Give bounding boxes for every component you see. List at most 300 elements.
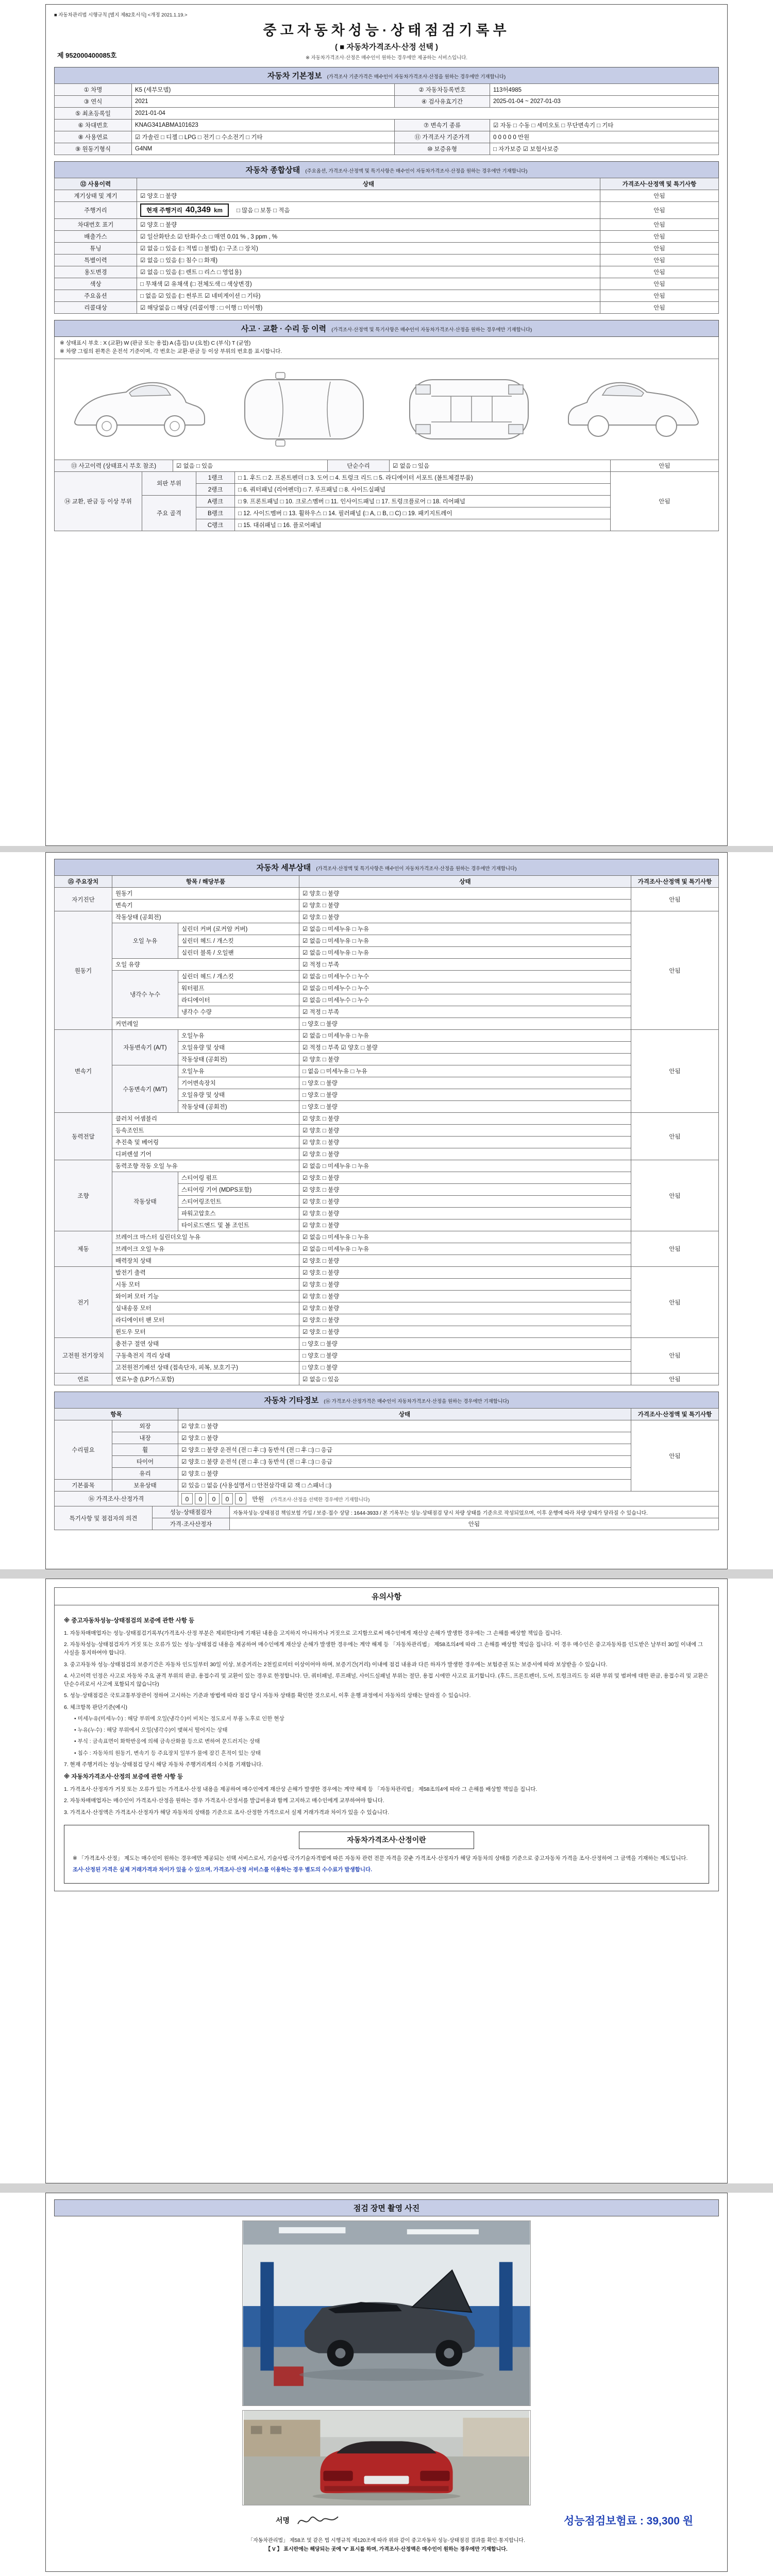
subitem-label: 워터펌프 xyxy=(178,982,299,994)
detail-col-note: 가격조사·산정액 및 특기사항 xyxy=(631,876,719,888)
table-row xyxy=(55,1243,719,1255)
status-value: □ 양호 □ 불량 xyxy=(299,1338,631,1350)
notice-list-1 xyxy=(64,1629,709,1769)
status-value: ☑ 없음 □ 있음 (□ 적법 □ 불법) (□ 구조 □ 장치) xyxy=(137,243,600,255)
status-value: ☑ 양호 □ 불량 xyxy=(299,1279,631,1291)
table-row xyxy=(55,1420,719,1432)
item-label: 타이어 xyxy=(112,1456,178,1468)
field-value: 0 0 0 0 0 만원 xyxy=(490,131,719,143)
other-col-item: 항목 xyxy=(55,1409,178,1420)
accident-history-table xyxy=(54,460,719,472)
item-label: 발전기 출력 xyxy=(112,1267,299,1279)
status-value: ☑ 양호 □ 불량 xyxy=(299,1113,631,1125)
status-value: ☑ 양호 □ 불량 xyxy=(299,1267,631,1279)
table-row xyxy=(55,1279,719,1291)
section-detail-note: (가격조사·산정액 및 특기사항은 매수인이 자동차가격조사·산정을 원하는 경우에만 기재합니다) xyxy=(316,866,517,872)
status-value: ☑ 적정 □ 부족 xyxy=(299,1006,631,1018)
item-label: 휠 xyxy=(112,1444,178,1456)
table-row xyxy=(55,231,719,243)
section-other xyxy=(54,1392,719,1409)
table-row xyxy=(55,900,719,911)
table-row xyxy=(55,888,719,900)
subitem-label: 기어변속장치 xyxy=(178,1077,299,1089)
car-diagrams xyxy=(54,359,719,460)
device-label: 고전원 전기장치 xyxy=(55,1338,112,1374)
status-value: ☑ 적정 □ 부족 xyxy=(299,959,631,971)
page-gap xyxy=(0,846,773,852)
footer-line: 「자동차관리법」 제58조 및 같은 법 시행규칙 제120조에 따라 위와 같이 중고자동차 성능·상태점검 결과를 확인·통지합니다. xyxy=(248,2538,525,2544)
appraisal-note: 안됨 xyxy=(631,1374,719,1385)
rank-label: C랭크 xyxy=(196,519,235,531)
signature-mark xyxy=(295,2512,341,2529)
simple-repair-status: ☑ 없음 □ 있음 xyxy=(390,460,611,471)
status-value: ☑ 적정 □ 부족 ☑ 양호 □ 불량 xyxy=(299,1042,631,1054)
overall-table xyxy=(54,178,719,314)
subitem-label: 냉각수 수량 xyxy=(178,1006,299,1018)
form-reference: ■ 자동차관리법 시행규칙 [별지 제82호서식] <개정 2021.1.19.> xyxy=(54,12,188,18)
page-gap xyxy=(0,1569,773,1579)
notice-item: 5. 성능·상태점검은 국토교통부장관이 정하여 고시하는 기준과 방법에 따라 점검 당시 자동차 상태를 확인한 것으로서, 이후 운행 과정에서 자동차의 상태는 달라질 수 있습니다. xyxy=(64,1692,471,1699)
item-label: 내장 xyxy=(112,1432,178,1444)
price-digit: 0 xyxy=(235,1493,246,1504)
table-row xyxy=(55,1172,719,1184)
table-row xyxy=(55,1018,719,1030)
page-1 xyxy=(45,4,728,846)
detail-col-item: 항목 / 해당부품 xyxy=(112,876,299,888)
item-label: 등속조인트 xyxy=(112,1125,299,1137)
status-value: □ 양호 □ 불량 xyxy=(299,1101,631,1113)
opinion-appraiser-text: 안됨 xyxy=(230,1518,719,1530)
item-label: 브레이크 오일 누유 xyxy=(112,1243,299,1255)
status-value: ☑ 양호 □ 불량 xyxy=(299,1291,631,1302)
table-row xyxy=(55,84,719,96)
table-row xyxy=(55,1030,719,1042)
section-other-note: (⑯ 가격조사·산정가격은 매수인이 자동차가격조사·산정을 원하는 경우에만 기재합니다) xyxy=(324,1399,509,1404)
field-label: ⑥ 차대번호 xyxy=(55,120,132,131)
appraisal-note: 안됨 xyxy=(631,1338,719,1374)
table-row xyxy=(55,255,719,266)
table-row xyxy=(55,1350,719,1362)
field-value: ☑ 자동 □ 수동 □ 세미오토 □ 무단변속기 □ 기타 xyxy=(490,120,719,131)
status-value: ☑ 양호 □ 불량 xyxy=(178,1468,631,1480)
item-label: 배력장치 상태 xyxy=(112,1255,299,1267)
car-diagram-top xyxy=(229,364,379,454)
table-row xyxy=(55,1314,719,1326)
status-value: □ 양호 □ 불량 xyxy=(299,1350,631,1362)
item-label: 수동변속기 (M/T) xyxy=(112,1065,178,1113)
signature-row xyxy=(54,2512,719,2529)
subitem-label: 작동상태 (공회전) xyxy=(178,1054,299,1065)
detail-col-status: 상태 xyxy=(299,876,631,888)
exchange-label: ⑭ 교환, 판금 등 이상 부위 xyxy=(55,471,142,531)
item-label: 연료누출 (LP가스포함) xyxy=(112,1374,299,1385)
current-mileage-box: 현재 주행거리 40,349 km xyxy=(140,204,229,217)
appraisal-note: 안됨 xyxy=(600,219,719,231)
other-table xyxy=(54,1408,719,1492)
overall-col-item: ⑫ 사용이력 xyxy=(55,178,137,190)
status-value: ☑ 양호 □ 불량 xyxy=(299,1148,631,1160)
table-row xyxy=(55,911,719,923)
field-value: 2021-01-04 xyxy=(132,108,719,120)
status-value: ☑ 양호 □ 불량 xyxy=(299,900,631,911)
opinion-table xyxy=(54,1506,719,1530)
field-value: KNAG341ABMA101623 xyxy=(132,120,395,131)
detail-table xyxy=(54,875,719,1385)
item-label: 작동상태 (공회전) xyxy=(112,911,299,923)
status-value: ☑ 양호 □ 불량 운전석 (전 □ 후 □) 동반석 (전 □ 후 □) □ 응급 xyxy=(178,1444,631,1456)
status-value: ☑ 양호 □ 불량 xyxy=(299,1184,631,1196)
status-value: □ 양호 □ 불량 xyxy=(299,1018,631,1030)
appraisal-note: 안됨 xyxy=(600,266,719,278)
subitem-label: 오일누유 xyxy=(178,1065,299,1077)
price-unit: 만원 xyxy=(252,1496,264,1503)
part-checkboxes: □ 12. 사이드멤버 □ 13. 휠하우스 □ 14. 필러패널 (□ A, □ B, □ C) □ 19. 패키지트레이 xyxy=(235,507,611,519)
section-accident xyxy=(54,320,719,337)
history-label: 차대번호 표기 xyxy=(55,219,137,231)
insurance-fee: 성능점검보험료 : 39,300 원 xyxy=(563,2515,693,2527)
item-label: 유리 xyxy=(112,1468,178,1480)
item-label: 기본품목 xyxy=(55,1480,112,1492)
price-digit: 0 xyxy=(222,1493,233,1504)
history-label: 배출가스 xyxy=(55,231,137,243)
status-value: ☑ 양호 □ 불량 xyxy=(178,1420,631,1432)
appraisal-note: 안됨 xyxy=(600,302,719,314)
subitem-label: 보유상태 xyxy=(112,1480,178,1492)
opinion-label: 특기사항 및 점검자의 의견 xyxy=(55,1506,153,1530)
subitem-label: 오일유량 및 상태 xyxy=(178,1042,299,1054)
rank-label: A랭크 xyxy=(196,495,235,507)
item-label: 냉각수 누수 xyxy=(112,971,178,1018)
history-label: 용도변경 xyxy=(55,266,137,278)
accident-legend xyxy=(54,337,719,359)
subitem-label: 스티어링 기어 (MDPS포함) xyxy=(178,1184,299,1196)
opinion-inspector-label: 성능·상태점검자 xyxy=(153,1506,230,1518)
table-row xyxy=(55,1432,719,1444)
table-row xyxy=(55,202,719,219)
table-row xyxy=(55,108,719,120)
section-detail-title: 자동차 세부상태 xyxy=(256,863,311,872)
status-value: ☑ 없음 □ 미세누유 □ 누유 xyxy=(299,935,631,947)
part-checkboxes: □ 6. 쿼터패널 (리어펜더) □ 7. 루프패널 □ 8. 사이드실패널 xyxy=(235,483,611,495)
status-value: ☑ 없음 □ 미세누유 □ 누유 xyxy=(299,1030,631,1042)
section-accident-title: 사고 · 교환 · 수리 등 이력 xyxy=(241,325,327,333)
table-row xyxy=(55,471,719,483)
status-value: ☑ 양호 □ 불량 xyxy=(299,1125,631,1137)
field-value: 2021 xyxy=(132,96,395,108)
price-digit-boxes xyxy=(181,1497,248,1503)
status-value: ☑ 없음 □ 있음 xyxy=(299,1374,631,1385)
status-value: □ 없음 ☑ 있음 (□ 썬루프 ☑ 네비게이션 □ 기타) xyxy=(137,290,600,302)
status-value: ☑ 양호 □ 불량 xyxy=(299,911,631,923)
field-value: ☑ 가솔린 □ 디젤 □ LPG □ 전기 □ 수소전기 □ 기타 xyxy=(132,131,395,143)
notice-item: • 누유(누수) : 해당 부위에서 오일(냉각수)이 맺혀서 떨어지는 상태 xyxy=(74,1727,228,1734)
table-row xyxy=(55,143,719,155)
appraisal-note: 안됨 xyxy=(631,1113,719,1160)
table-row xyxy=(55,219,719,231)
section-photos xyxy=(54,2199,719,2216)
notice-title: 유의사항 xyxy=(54,1587,719,1605)
document-subtitle: ( ■ 자동차가격조사·산정 선택 ) xyxy=(334,43,439,52)
overall-col-note: 가격조사·산정액 및 특기사항 xyxy=(600,178,719,190)
subitem-label: 라디에이터 xyxy=(178,994,299,1006)
subitem-label: 실린더 헤드 / 개스킷 xyxy=(178,971,299,982)
status-value: □ 양호 □ 불량 xyxy=(299,1089,631,1101)
subitem-label: 스티어링 펌프 xyxy=(178,1172,299,1184)
status-value: □ 없음 □ 미세누유 □ 누유 xyxy=(299,1065,631,1077)
notice-item: 3. 중고자동차 성능·상태점검의 보증기간은 자동차 인도일부터 30일 이상, 보증거리는 2천킬로미터 이상이어야 하며, 보증기간(거리) 이내에 점검 내용과 다른 하자가 발생한 경우에는 보험증권 또는 보증서에 따라 보상받을 수 있습니다. xyxy=(64,1661,608,1668)
section-accident-note: (가격조사·산정액 및 특기사항은 매수인이 자동차가격조사·산정을 원하는 경우에만 기재합니다) xyxy=(331,327,532,333)
page-3 xyxy=(45,1579,728,2183)
status-value: □ 무채색 ☑ 유채색 (□ 전체도색 □ 색상변경) xyxy=(137,278,600,290)
table-row xyxy=(55,460,719,471)
footer-line: 【 V 】 표시란에는 해당되는 곳에 'V' 표시를 하며, 가격조사·산정액은 매수인이 원하는 경우에만 기재합니다. xyxy=(265,2547,508,2552)
notice-head-1: ※ 중고자동차성능·상태점검의 보증에 관한 사항 등 xyxy=(64,1618,195,1624)
table-row xyxy=(55,96,719,108)
detail-col-device: ⑮ 주요장치 xyxy=(55,876,112,888)
status-value: ☑ 양호 □ 불량 xyxy=(299,1208,631,1219)
status-value: ☑ 양호 □ 불량 xyxy=(178,1432,631,1444)
history-label: 주행거리 xyxy=(55,202,137,219)
item-label: 라디에이터 팬 모터 xyxy=(112,1314,299,1326)
status-value: ☑ 양호 □ 불량 xyxy=(299,1137,631,1148)
status-value: ☑ 없음 □ 있음 (□ 렌트 □ 리스 □ 영업용) xyxy=(137,266,600,278)
status-value: □ 양호 □ 불량 xyxy=(299,1077,631,1089)
history-label: 특별이력 xyxy=(55,255,137,266)
subitem-label: 실린더 커버 (로커암 커버) xyxy=(178,923,299,935)
status-value: ☑ 양호 □ 불량 xyxy=(299,888,631,900)
price-value xyxy=(178,1492,719,1506)
table-row xyxy=(55,959,719,971)
car-diagram-side-right xyxy=(559,364,709,454)
table-row xyxy=(55,1065,719,1077)
table-row xyxy=(55,190,719,202)
field-value: G4NM xyxy=(132,143,395,155)
accident-legend-basis: ※ 차량 그림의 왼쪽은 운전석 기준이며, 각 번호는 교환·판금 등 이상 부위의 번호를 표시합니다. xyxy=(60,348,282,354)
table-row xyxy=(55,1374,719,1385)
table-row xyxy=(55,1326,719,1338)
subitem-label: 실린더 헤드 / 개스킷 xyxy=(178,935,299,947)
history-label: 튜닝 xyxy=(55,243,137,255)
part-checkboxes: □ 15. 대쉬패널 □ 16. 플로어패널 xyxy=(235,519,611,531)
section-basic-title: 자동차 기본정보 xyxy=(267,72,322,80)
document-title: 중고자동차성능·상태점검기록부 xyxy=(263,23,510,38)
status-value: ☑ 해당없음 □ 해당 (리콜이행 : □ 이행 □ 미이행) xyxy=(137,302,600,314)
status-value: ☑ 없음 □ 미세누유 □ 누유 xyxy=(299,1231,631,1243)
table-row xyxy=(55,266,719,278)
item-label: 오일 유량 xyxy=(112,959,299,971)
notice-item: 6. 체크항목 판단기준(예시) xyxy=(64,1704,128,1710)
item-label: 윈도우 모터 xyxy=(112,1326,299,1338)
table-row xyxy=(55,1456,719,1468)
price-digit: 0 xyxy=(208,1493,220,1504)
field-value: 113허4985 xyxy=(490,84,719,96)
page-2 xyxy=(45,852,728,1569)
status-value: ☑ 양호 □ 불량 xyxy=(299,1172,631,1184)
subitem-label: 작동상태 (공회전) xyxy=(178,1101,299,1113)
history-label: 계기상태 및 계기 xyxy=(55,190,137,202)
appraisal-note: 안됨 xyxy=(631,911,719,1030)
history-label: 색상 xyxy=(55,278,137,290)
appraisal-note: 안됨 xyxy=(600,202,719,219)
status-value: ☑ 양호 □ 불량 xyxy=(299,1219,631,1231)
item-label: 시동 모터 xyxy=(112,1279,299,1291)
field-label: ⑩ 보증유형 xyxy=(395,143,490,155)
subitem-label: 타이로드엔드 및 볼 조인트 xyxy=(178,1219,299,1231)
notice-item: • 미세누유(미세누수) : 해당 부위에 오일(냉각수)이 비치는 정도로서 부품 노후로 인한 현상 xyxy=(74,1715,284,1722)
table-row xyxy=(55,243,719,255)
table-row xyxy=(55,1302,719,1314)
signature-label: 서명 xyxy=(276,2516,290,2524)
appraisal-note: 안됨 xyxy=(600,243,719,255)
signature-area xyxy=(276,2512,341,2529)
price-survey-box xyxy=(64,1825,709,1884)
status-value: □ 양호 □ 불량 xyxy=(299,1362,631,1374)
device-label: 연료 xyxy=(55,1374,112,1385)
status-value: ☑ 양호 □ 불량 xyxy=(299,1196,631,1208)
appraisal-note: 안됨 xyxy=(600,255,719,266)
page-gap xyxy=(0,2183,773,2193)
item-label: 외장 xyxy=(112,1420,178,1432)
price-survey-paragraph: 조사·산정된 가격은 실제 거래가격과 차이가 있을 수 있으며, 가격조사·산정 서비스를 이용하는 경우 별도의 수수료가 발생합니다. xyxy=(73,1866,373,1873)
field-label: ⑨ 원동기형식 xyxy=(55,143,132,155)
table-row xyxy=(55,1137,719,1148)
notice-item: 7. 현재 주행거리는 성능·상태점검 당시 해당 자동차 주행거리계의 수치를 기재합니다. xyxy=(64,1761,263,1768)
status-value: ☑ 없음 □ 미세누유 □ 누유 xyxy=(299,947,631,959)
price-digit: 0 xyxy=(181,1493,193,1504)
item-label: 추진축 및 베어링 xyxy=(112,1137,299,1148)
item-label: 와이퍼 모터 기능 xyxy=(112,1291,299,1302)
notice-item: 1. 자동차매매업자는 성능·상태점검기록부(가격조사·산정 부분은 제외한다)에 기재된 내용을 고지하지 아니하거나 거짓으로 고지함으로써 매수인에게 재산상 손해가 발생한 경우에는 그 손해를 배상할 책임을 집니다. xyxy=(64,1630,562,1636)
table-row xyxy=(55,278,719,290)
item-label: 동력조향 작동 오일 누유 xyxy=(112,1160,299,1172)
notice-item: 2. 자동차매매업자는 매수인이 가격조사·산정을 원하는 경우 가격조사·산정서를 발급비용과 함께 고지하고 매수인에게 교부하여야 합니다. xyxy=(64,1798,384,1804)
table-row xyxy=(55,1291,719,1302)
price-label: ⑯ 가격조사·산정가격 xyxy=(55,1492,178,1506)
document-subnote: ※ 자동차가격조사·산정은 매수인이 원하는 경우에만 제공하는 서비스입니다. xyxy=(305,55,468,61)
rank-label: 2랭크 xyxy=(196,483,235,495)
field-label: ① 차명 xyxy=(55,84,132,96)
notice-item: 2. 자동차성능·상태점검자가 거짓 또는 오류가 있는 성능·상태점검 내용을 제공하여 매수인에게 재산상 손해가 발생한 경우에는 계약 해제 등 「자동차관리법」 제58조의4에 따라 그 손해를 배상할 책임을 집니다. 이 경우 매수인은 중고자동차를 인도받은 날부터 30일 이내에 그 사실을 통지하여야 합니다. xyxy=(64,1641,703,1656)
device-label: 전기 xyxy=(55,1267,112,1338)
item-label: 자동변속기 (A/T) xyxy=(112,1030,178,1065)
item-label: 실내송풍 모터 xyxy=(112,1302,299,1314)
appraisal-note: 안됨 xyxy=(600,190,719,202)
item-label: 커먼레일 xyxy=(112,1018,299,1030)
status-value: ☑ 없음 □ 있음 (□ 침수 □ 화재) xyxy=(137,255,600,266)
device-label: 원동기 xyxy=(55,911,112,1030)
status-value: ☑ 양호 □ 불량 xyxy=(137,190,600,202)
status-value: ☑ 일산화탄소 ☑ 탄화수소 □ 매연 0.01 % , 3 ppm , % xyxy=(137,231,600,243)
field-label: ② 자동차등록번호 xyxy=(395,84,490,96)
subitem-label: 오일누유 xyxy=(178,1030,299,1042)
appraisal-note: 안됨 xyxy=(611,460,719,471)
device-label: 변속기 xyxy=(55,1030,112,1113)
field-label: ⑤ 최초등록일 xyxy=(55,108,132,120)
section-other-title: 자동차 기타정보 xyxy=(264,1396,319,1405)
footer-notes xyxy=(54,2536,719,2554)
item-label: 고전원전기배선 상태 (접속단자, 피복, 보호기구) xyxy=(112,1362,299,1374)
field-label: ③ 연식 xyxy=(55,96,132,108)
photo-engine-inspection xyxy=(242,2221,531,2406)
appraisal-note: 안됨 xyxy=(611,471,719,531)
table-row xyxy=(55,923,719,935)
field-value: K5 (세부모델) xyxy=(132,84,395,96)
table-row xyxy=(55,120,719,131)
notice-item: 3. 가격조사·산정액은 가격조사·산정자가 해당 자동차의 상태를 기준으로 조사·산정한 가격으로서 실제 거래가격과 차이가 있을 수 있습니다. xyxy=(64,1809,390,1816)
table-row xyxy=(55,1160,719,1172)
table-row xyxy=(55,1362,719,1374)
overall-col-status: 상태 xyxy=(137,178,600,190)
car-diagram-underbody xyxy=(394,364,544,454)
table-row xyxy=(55,1468,719,1480)
notice-body xyxy=(54,1605,719,1891)
document-number: 제 952000400085호 xyxy=(57,52,117,59)
status-value: ☑ 없음 □ 미세누수 □ 누수 xyxy=(299,994,631,1006)
price-note: (가격조사·산정을 선택한 경우에만 기재합니다) xyxy=(271,1497,370,1503)
table-row xyxy=(55,131,719,143)
table-row xyxy=(55,1148,719,1160)
appraisal-note: 안됨 xyxy=(631,1160,719,1231)
appraisal-note: 안됨 xyxy=(631,1030,719,1113)
notice-item: • 부식 : 금속표면이 화학반응에 의해 금속산화물 등으로 변하여 문드러지는 상태 xyxy=(74,1738,260,1745)
item-label: 충전구 절연 상태 xyxy=(112,1338,299,1350)
section-photos-title: 점검 장면 촬영 사진 xyxy=(353,2204,420,2213)
appraisal-note: 안됨 xyxy=(600,231,719,243)
status-value: ☑ 있음 □ 없음 (사용설명서 □ 안전삼각대 ☑ 잭 □ 스패너 □) xyxy=(178,1480,631,1492)
status-value: ☑ 양호 □ 불량 xyxy=(299,1326,631,1338)
price-digit: 0 xyxy=(195,1493,206,1504)
item-label: 구동축전지 격리 상태 xyxy=(112,1350,299,1362)
page-4 xyxy=(45,2193,728,2572)
table-row xyxy=(55,1113,719,1125)
status-value: ☑ 양호 □ 불량 운전석 (전 □ 후 □) 동반석 (전 □ 후 □) □ 응급 xyxy=(178,1456,631,1468)
history-label: 리콜대상 xyxy=(55,302,137,314)
table-row xyxy=(55,1480,719,1492)
notice-item: • 침수 : 자동차의 원동기, 변속기 등 주요장치 일부가 물에 잠긴 흔적이 있는 상태 xyxy=(74,1750,261,1756)
section-overall-title: 자동차 종합상태 xyxy=(245,166,300,175)
section-basic-note: (가격조사 기준가격은 매수인이 자동차가격조사·산정을 원하는 경우에만 기재합니다) xyxy=(327,74,506,80)
table-row xyxy=(55,1444,719,1456)
notice-item: 1. 가격조사·산정자가 거짓 또는 오류가 있는 가격조사·산정 내용을 제공하여 매수인에게 재산상 손해가 발생한 경우에는 계약 해제 등 「자동차관리법」 제58조의4에 따라 그 손해를 배상할 책임을 집니다. xyxy=(64,1786,537,1793)
section-overall xyxy=(54,161,719,178)
appraisal-note: 안됨 xyxy=(631,1420,719,1492)
item-label: 원동기 xyxy=(112,888,299,900)
price-survey-paragraph: ※ 「가격조사·산정」 제도는 매수인이 원하는 경우에만 제공되는 선택 서비스로서, 기술사법·국가기술자격법에 따른 자동차 관련 전문 자격을 갖춘 가격조사·산정자가 해당 자동차의 상태를 기준으로 중고자동차 가격을 조사·산정하여 그 금액을 기재하는 제도입니다. xyxy=(73,1855,688,1861)
item-label: 브레이크 마스터 실린더오일 누유 xyxy=(112,1231,299,1243)
field-value: 2025-01-04 ~ 2027-01-03 xyxy=(490,96,719,108)
table-row xyxy=(55,1255,719,1267)
table-row xyxy=(55,1231,719,1243)
car-diagram-side-left xyxy=(64,364,214,454)
status-value: ☑ 양호 □ 불량 xyxy=(299,1302,631,1314)
part-checkboxes: □ 1. 후드 □ 2. 프론트펜더 □ 3. 도어 □ 4. 트렁크 리드 □ 5. 라디에이터 서포트 (볼트체결부품) xyxy=(235,471,611,483)
status-value: ☑ 없음 □ 미세누유 □ 누유 xyxy=(299,1243,631,1255)
other-col-note: 가격조사·산정액 및 특기사항 xyxy=(631,1409,719,1420)
status-value: ☑ 양호 □ 불량 xyxy=(299,1255,631,1267)
subitem-label: 실린더 블록 / 오일팬 xyxy=(178,947,299,959)
device-label: 동력전달 xyxy=(55,1113,112,1160)
section-basic-info xyxy=(54,67,719,84)
opinion-appraiser-label: 가격·조사산정자 xyxy=(153,1518,230,1530)
notice-list-2 xyxy=(64,1785,709,1817)
rank-label: B랭크 xyxy=(196,507,235,519)
history-label: 주요옵션 xyxy=(55,290,137,302)
subitem-label: 파워고압호스 xyxy=(178,1208,299,1219)
accident-history-label: ⑬ 사고이력 (상태표시 부호 참조) xyxy=(55,460,173,471)
item-label: 오일 누유 xyxy=(112,923,178,959)
field-label: ⑧ 사용연료 xyxy=(55,131,132,143)
table-row xyxy=(55,1267,719,1279)
